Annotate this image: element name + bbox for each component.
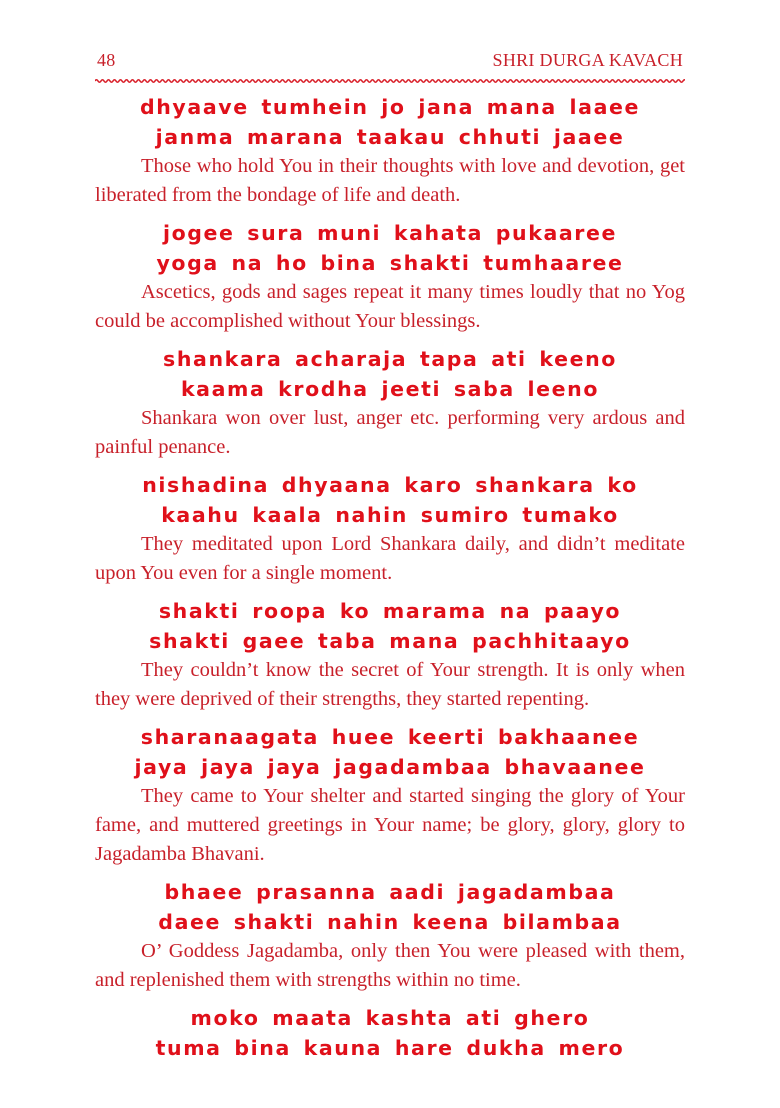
verse-line: nishadina dhyaana karo shankara ko bbox=[142, 473, 638, 497]
verse-line: sharanaagata huee keerti bakhaanee bbox=[140, 725, 640, 749]
verse bbox=[95, 344, 685, 404]
verse bbox=[95, 722, 685, 782]
verse-line: kaama krodha jeeti saba leeno bbox=[180, 377, 600, 401]
verse bbox=[95, 92, 685, 152]
verse bbox=[95, 877, 685, 937]
verse bbox=[95, 596, 685, 656]
translation: They came to Your shelter and started singing the glory of Your fame, and muttered greetings in Your name; be glory, glory, glory to Jagadamba Bhavani. bbox=[95, 785, 685, 865]
wavy-line-icon bbox=[95, 78, 685, 84]
verse-line: jaya jaya jaya jagadambaa bhavaanee bbox=[134, 755, 646, 779]
verse-line: moko maata kashta ati ghero bbox=[190, 1006, 590, 1030]
verse-line: janma marana taakau chhuti jaaee bbox=[155, 125, 625, 149]
translation: They couldn’t know the secret of Your strength. It is only when they were deprived of their strengths, they started repenting. bbox=[95, 659, 685, 710]
stanza-4 bbox=[95, 470, 685, 588]
stanza-3 bbox=[95, 344, 685, 462]
translation: Ascetics, gods and sages repeat it many times loudly that no Yog could be accomplished without Your blessings. bbox=[95, 281, 685, 332]
translation: O’ Goddess Jagadamba, only then You were pleased with them, and replenished them with strengths within no time. bbox=[95, 940, 685, 991]
stanza-1 bbox=[95, 92, 685, 210]
verse-line: shakti gaee taba mana pachhitaayo bbox=[149, 629, 631, 653]
verse-line: shankara acharaja tapa ati keeno bbox=[163, 347, 617, 371]
stanza-8 bbox=[95, 1003, 685, 1063]
verse bbox=[95, 1003, 685, 1063]
stanza-7 bbox=[95, 877, 685, 995]
translation: Those who hold You in their thoughts with love and devotion, get liberated from the bondage of life and death. bbox=[95, 155, 685, 206]
verse-line: dhyaave tumhein jo jana mana laaee bbox=[139, 95, 641, 119]
page-number: 48 bbox=[97, 50, 116, 70]
verse-line: tuma bina kauna hare dukha mero bbox=[155, 1036, 625, 1060]
verse-line: shakti roopa ko marama na paayo bbox=[158, 599, 622, 623]
verse bbox=[95, 218, 685, 278]
translation: They meditated upon Lord Shankara daily, and didn’t meditate upon You even for a single moment. bbox=[95, 533, 685, 584]
wavy-rule-divider bbox=[95, 78, 685, 84]
stanza-5 bbox=[95, 596, 685, 714]
verse-line: bhaee prasanna aadi jagadambaa bbox=[164, 880, 616, 904]
book-page bbox=[95, 50, 685, 1065]
stanza-6 bbox=[95, 722, 685, 869]
running-title: SHRI DURGA KAVACH bbox=[492, 50, 683, 70]
stanza-2 bbox=[95, 218, 685, 336]
verse-line: yoga na ho bina shakti tumhaaree bbox=[156, 251, 624, 275]
verse-line: daee shakti nahin keena bilambaa bbox=[158, 910, 622, 934]
verse-line: jogee sura muni kahata pukaaree bbox=[162, 221, 618, 245]
verse bbox=[95, 470, 685, 530]
translation: Shankara won over lust, anger etc. performing very ardous and painful penance. bbox=[95, 407, 685, 458]
running-head bbox=[95, 50, 685, 76]
verse-line: kaahu kaala nahin sumiro tumako bbox=[161, 503, 619, 527]
